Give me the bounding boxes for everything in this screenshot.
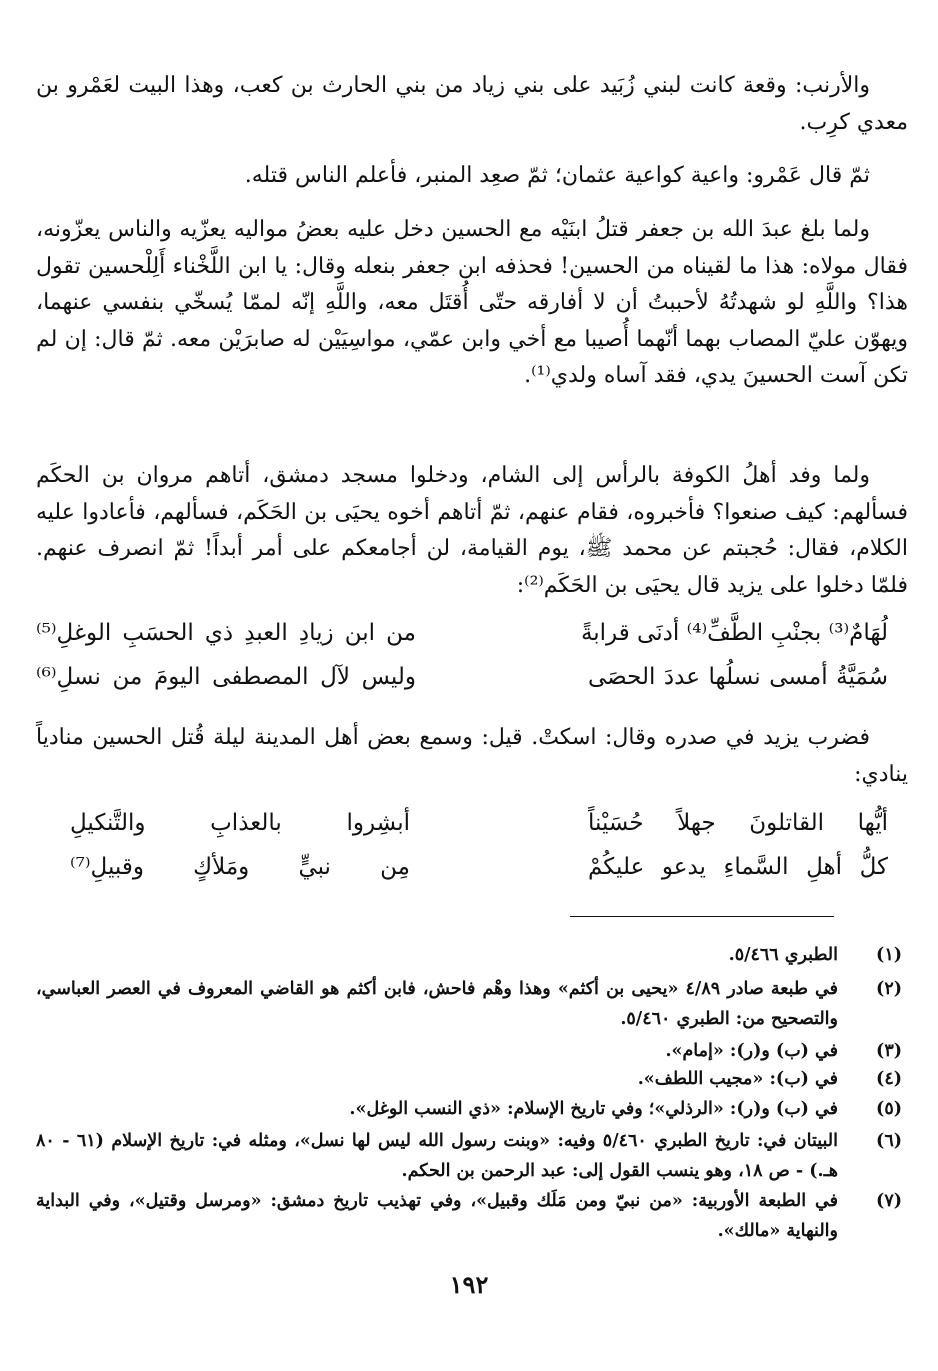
footnote-number: (٥) xyxy=(876,1099,902,1119)
verse-line xyxy=(36,810,908,850)
footnote-text: في الطبعة الأوربية: «من نبيّ ومن مَلَك وقبيل»، وفي تهذيب تاريخ دمشق: «ومرسل وقتيل»، وفي البداية والنهاية «مالك». xyxy=(36,1191,838,1241)
verse-hemistich-second: وليس لآل المصطفى اليومَ من نسلِ⁽⁶⁾ xyxy=(36,664,416,690)
main-text xyxy=(36,0,908,900)
verse-hemistich-first: لُهَامٌ⁽³⁾ بجنْبِ الطَّفِّ⁽⁴⁾ أدنَى قرابةً xyxy=(580,620,888,646)
footnote xyxy=(36,1094,902,1124)
footnote-text: في (ب): «مجيب اللطف». xyxy=(637,1069,838,1089)
footnote xyxy=(36,1126,902,1186)
footnote xyxy=(36,974,902,1034)
verse-block-2 xyxy=(36,810,908,900)
verse-line xyxy=(36,854,908,894)
footnote-number: (٢) xyxy=(876,979,902,999)
footnote-number: (٧) xyxy=(876,1191,902,1211)
footnote xyxy=(36,1036,902,1066)
footnote-number: (٦) xyxy=(876,1131,902,1151)
footnote xyxy=(36,940,902,970)
footnote-text: في طبعة صادر ٤/٨٩ «يحيى بن أكثم» وهذا وهْم فاحش، فابن أكثم هو القاضي المعروف في العصر العباسي، والتصحيح من: الطبري ٥/٤٦٠. xyxy=(36,979,838,1029)
paragraph-4: ولما وفد أهلُ الكوفة بالرأس إلى الشام، ودخلوا مسجد دمشق، أتاهم مروان بن الحكَم فسألهم: كيف صنعوا؟ فأخبروه، فقام عنهم، ثمّ أتاهم أخوه يحيَى بن الحَكَم، فسألهم، فأعادوا عليه الكلام، فقال: حُجبتم عن محمد ﷺ، يوم القيامة، لن أجامعكم على أمر أبداً! ثمّ انصرف عنهم. فلمّا دخلوا على يزيد قال يحيَى بن الحَكَم⁽²⁾: xyxy=(36,463,908,598)
verse-hemistich-first: أيُّها القاتلونَ جهلاً حُسَيْناً xyxy=(588,810,888,836)
footnote-text: البيتان في: تاريخ الطبري ٥/٤٦٠ وفيه: «وبنت رسول الله ليس لها نسل»، ومثله في: تاريخ الإسلام (٦١ - ٨٠ هـ.) - ص ١٨، وهو ينسب القول إلى: عبد الرحمن بن الحكم. xyxy=(36,1131,838,1181)
verse-hemistich-second: أبشِروا بالعذابِ والتَّنكيلِ xyxy=(70,810,410,836)
footnote-text: في (ب) و(ر): «إمام». xyxy=(665,1041,838,1061)
footnote-divider xyxy=(570,916,834,917)
paragraph-1: والأرنب: وقعة كانت لبني زُبَيد على بني زياد من بني الحارث بن كعب، وهذا البيت لعَمْرو بن معدي كرِب. xyxy=(36,73,908,135)
footnote-text: في (ب) و(ر): «الرذلي»؛ وفي تاريخ الإسلام: «ذي النسب الوغل». xyxy=(349,1099,838,1119)
paragraph-5: فضرب يزيد في صدره وقال: اسكتْ. قيل: وسمع بعض أهل المدينة ليلة قُتل الحسين منادياً ينادي: xyxy=(36,725,908,787)
footnote xyxy=(36,1186,902,1246)
verse-hemistich-second: من ابن زيادِ العبدِ ذي الحسَبِ الوغلِ⁽⁵⁾ xyxy=(36,620,416,646)
footnote-text: الطبري ٥/٤٦٦. xyxy=(728,945,838,965)
page-number: ١٩٢ xyxy=(449,1270,489,1299)
verse-line xyxy=(36,664,908,704)
paragraph-2: ثمّ قال عَمْرو: واعية كواعية عثمان؛ ثمّ صعِد المنبر، فأعلم الناس قتله. xyxy=(244,163,870,188)
verse-block-1 xyxy=(36,620,908,710)
footnote-number: (١) xyxy=(876,945,902,965)
footnote-number: (٤) xyxy=(876,1069,902,1089)
paragraph-3: ولما بلغ عبدَ الله بن جعفر قتلُ ابنَيْه مع الحسين دخل عليه بعضُ مواليه يعزّيه والناس يعزّونه، فقال مولاه: هذا ما لقيناه من الحسين! فحذفه ابن جعفر بنعله وقال: يا ابن اللَّخْناء أَلِلْحسين تقول هذا؟ واللَّهِ لو شهدتُهُ لأحببتُ أن لا أفارقه حتّى أُقتَل معه، واللَّهِ إنّه لممّا يُسخّي بنفسي عنهما، ويهوّن عليّ المصاب بهما أنّهما أُصيبا مع أخي وابن عمّي، مواسِيَيْن له صابرَيْن معه. ثمّ قال: إن لم تكن آست الحسينَ يدي، فقد آساه ولدي⁽¹⁾. xyxy=(36,217,908,388)
verse-hemistich-first: سُمَيَّةُ أمسى نسلُها عددَ الحصَى xyxy=(588,664,888,690)
footnote-number: (٣) xyxy=(876,1041,902,1061)
footnote xyxy=(36,1064,902,1094)
verse-hemistich-first: كلُّ أهلِ السَّماءِ يدعو عليكُمْ xyxy=(588,854,888,880)
verse-hemistich-second: مِن نبيٍّ ومَلأكٍ وقبيلِ⁽⁷⁾ xyxy=(70,854,410,880)
verse-line xyxy=(36,620,908,660)
